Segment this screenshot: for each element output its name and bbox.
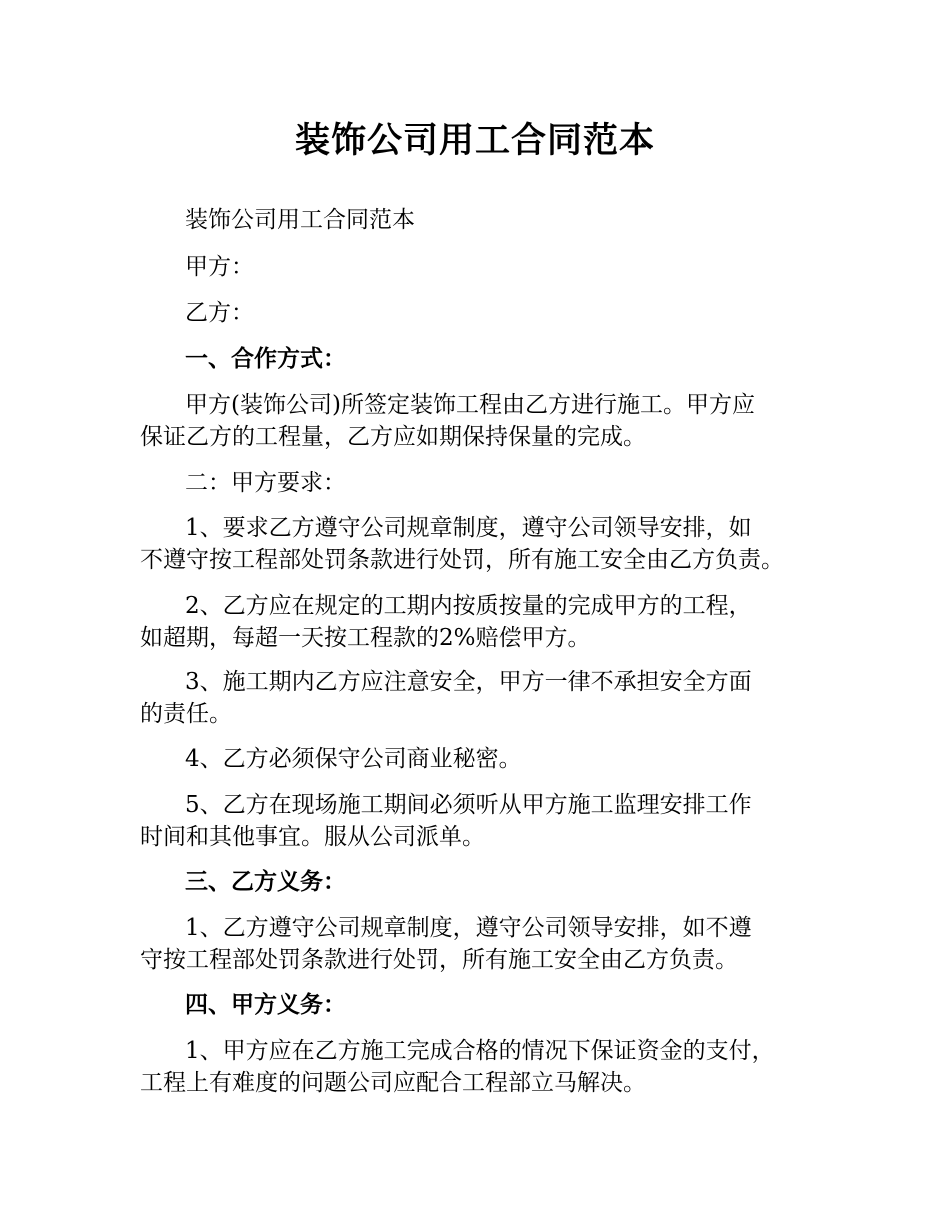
party-b-label: 乙方： xyxy=(185,300,254,326)
section1-heading-text: 一、合作方式： xyxy=(185,346,346,372)
section2-item5 xyxy=(140,789,830,853)
section1-line2: 保证乙方的工程量，乙方应如期保持保量的完成。 xyxy=(140,424,646,450)
section2-item5-line2: 时间和其他事宜。服从公司派单。 xyxy=(140,824,485,850)
section2-item1-line1: 1、要求乙方遵守公司规章制度，遵守公司领导安排，如 xyxy=(185,515,752,541)
section3-item1-line2: 守按工程部处罚条款进行处罚，所有施工安全由乙方负责。 xyxy=(140,947,738,973)
section1-line1: 甲方(装饰公司)所签定装饰工程由乙方进行施工。甲方应 xyxy=(185,392,755,418)
section2-item3 xyxy=(140,666,830,730)
section2-item4-line1: 4、乙方必须保守公司商业秘密。 xyxy=(185,746,522,772)
party-a-line xyxy=(140,251,830,283)
section2-item3-line1: 3、施工期内乙方应注意安全，甲方一律不承担安全方面 xyxy=(185,669,752,695)
section3-item1 xyxy=(140,912,830,976)
document-title: 装饰公司用工合同范本 xyxy=(294,121,655,161)
section2-item2-line2: 如超期，每超一天按工程款的2%赔偿甲方。 xyxy=(140,625,591,651)
section4-heading xyxy=(140,989,830,1021)
section2-item4 xyxy=(140,743,830,775)
party-b-line xyxy=(140,297,830,329)
section2-item3-line2: 的责任。 xyxy=(140,701,232,727)
section2-item2 xyxy=(140,590,830,654)
section3-heading xyxy=(140,866,830,898)
section4-item1-line2: 工程上有难度的问题公司应配合工程部立马解决。 xyxy=(140,1070,646,1096)
section2-item1 xyxy=(140,512,830,576)
section2-item2-line1: 2、乙方应在规定的工期内按质按量的完成甲方的工程， xyxy=(185,593,752,619)
section3-item1-line1: 1、乙方遵守公司规章制度，遵守公司领导安排，如不遵 xyxy=(185,915,752,941)
subtitle-text: 装饰公司用工合同范本 xyxy=(185,207,415,233)
section4-heading-text: 四、甲方义务： xyxy=(185,992,346,1018)
section4-item1 xyxy=(140,1035,830,1099)
section1-paragraph xyxy=(140,389,830,453)
section2-heading-text: 二：甲方要求： xyxy=(185,470,346,496)
section2-item1-line2: 不遵守按工程部处罚条款进行处罚，所有施工安全由乙方负责。 xyxy=(140,547,784,573)
party-a-label: 甲方： xyxy=(185,254,254,280)
section2-item5-line1: 5、乙方在现场施工期间必须听从甲方施工监理安排工作 xyxy=(185,792,752,818)
section4-item1-line1: 1、甲方应在乙方施工完成合格的情况下保证资金的支付， xyxy=(185,1038,775,1064)
section1-heading xyxy=(140,343,830,375)
section2-heading xyxy=(140,467,830,499)
section3-heading-text: 三、乙方义务： xyxy=(185,869,346,895)
subtitle-paragraph xyxy=(140,204,830,236)
